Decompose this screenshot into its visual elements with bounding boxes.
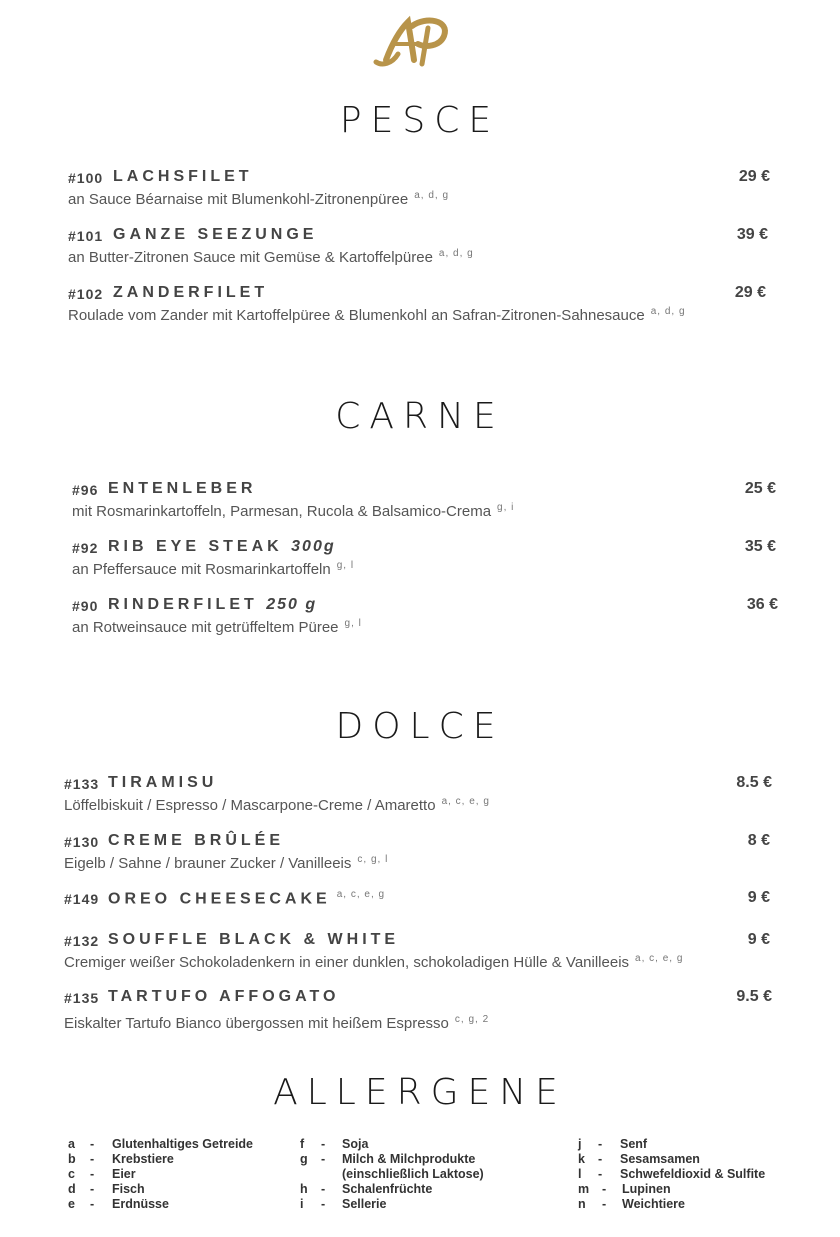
allergen-letter: i [300,1197,304,1211]
menu-item-149 [64,889,772,911]
allergen-list-column-1 [68,1137,278,1212]
allergen-letter: j [578,1137,582,1151]
allergen-dash: - [90,1182,95,1196]
allergen-row [68,1197,278,1212]
item-name: RIB EYE STEAK [108,538,283,555]
allergen-dash: - [602,1197,607,1211]
menu-item-101 [68,226,778,266]
allergen-letter: n [578,1197,586,1211]
menu-item-102 [68,284,778,324]
item-number: #102 [68,286,104,302]
allergen-dash: - [90,1167,95,1181]
allergen-row [68,1137,278,1152]
item-name: OREO CHEESECAKE [108,890,331,908]
item-number: #100 [68,170,104,186]
section-title-pesce: PESCE [339,100,501,141]
allergen-name: Eier [112,1167,136,1181]
menu-item-132 [64,931,772,971]
allergen-dash: - [321,1197,326,1211]
item-allergens: g, i [497,502,515,513]
section-title-carne: CARNE [335,396,505,437]
item-number: #149 [64,891,100,907]
item-number: #135 [64,990,100,1006]
item-description: mit Rosmarinkartoffeln, Parmesan, Rucola & Balsamico-Crema [72,503,492,520]
allergen-row [300,1152,540,1167]
allergen-name: Krebstiere [112,1152,174,1166]
section-title-dolce: DOLCE [335,706,505,747]
item-name: GANZE SEEZUNGE [113,226,318,243]
allergen-dash: - [90,1137,95,1151]
item-number: #96 [72,482,99,498]
item-price: 29 € [734,284,766,301]
allergen-row [300,1167,540,1182]
allergen-row [68,1182,278,1197]
allergen-row [68,1167,278,1182]
menu-item-96 [72,480,776,520]
item-description: Roulade vom Zander mit Kartoffelpüree & Blumenkohl an Safran-Zitronen-Sahnesauce [68,307,645,324]
item-description: Eigelb / Sahne / brauner Zucker / Vanilleeis [64,855,352,872]
menu-item-92 [72,538,776,578]
allergen-row [300,1137,540,1152]
item-description: an Butter-Zitronen Sauce mit Gemüse & Kartoffelpüree [68,249,433,266]
item-price: 9 € [747,931,770,948]
item-name: ZANDERFILET [113,284,269,301]
item-allergens: a, d, g [414,190,450,201]
allergen-name: Lupinen [622,1182,671,1196]
allergen-dash: - [321,1182,326,1196]
allergen-name: Schalenfrüchte [342,1182,433,1196]
allergen-name: Weichtiere [622,1197,685,1211]
item-name: TARTUFO AFFOGATO [108,988,340,1005]
allergen-row [578,1137,818,1152]
allergen-name: Fisch [112,1182,145,1196]
allergen-row [578,1152,818,1167]
item-number: #101 [68,228,104,244]
allergen-name: Soja [342,1137,369,1151]
allergen-dash: - [598,1152,603,1166]
allergen-letter: a [68,1137,75,1151]
item-number: #92 [72,540,99,556]
allergen-name: Senf [620,1137,648,1151]
item-number: #90 [72,598,99,614]
allergen-name: Schwefeldioxid & Sulfite [620,1167,766,1181]
allergen-dash: - [90,1152,95,1166]
item-allergens: c, g, l [357,854,389,865]
item-allergens: a, c, e, g [336,889,386,900]
allergen-row [300,1197,540,1212]
allergen-dash: - [598,1137,603,1151]
allergen-letter: f [300,1137,305,1151]
allergen-letter: l [578,1167,582,1181]
item-price: 35 € [744,538,776,555]
allergen-dash: - [90,1197,95,1211]
allergen-name: Glutenhaltiges Getreide [112,1137,254,1151]
item-name: SOUFFLE BLACK & WHITE [108,931,400,948]
allergen-row [578,1182,818,1197]
allergen-letter: m [578,1182,590,1196]
allergen-name: Milch & Milchprodukte [342,1152,476,1166]
allergen-dash: - [321,1152,326,1166]
allergen-name: Erdnüsse [112,1197,169,1211]
allergen-letter: h [300,1182,308,1196]
menu-item-100 [68,168,778,208]
item-number: #130 [64,834,100,850]
allergen-row [578,1167,818,1182]
item-price: 29 € [738,168,770,185]
item-price: 8.5 € [736,774,772,791]
item-allergens: a, c, e, g [441,796,490,807]
allergen-dash: - [598,1167,603,1181]
allergen-list-column-2 [300,1137,540,1212]
allergen-name: Sesamsamen [620,1152,700,1166]
ap-monogram-icon [368,14,452,70]
allergen-name: (einschließlich Laktose) [342,1167,484,1181]
section-title-allergene: ALLERGENE [273,1072,567,1113]
allergen-letter: c [68,1167,75,1181]
item-price: 25 € [744,480,776,497]
allergen-name: Sellerie [342,1197,387,1211]
item-allergens: a, c, e, g [635,953,684,964]
item-allergens: a, d, g [650,306,686,317]
allergen-list-column-3 [578,1137,818,1212]
item-name: ENTENLEBER [108,480,257,497]
allergen-letter: d [68,1182,76,1196]
item-price: 9.5 € [736,988,772,1005]
allergen-letter: k [578,1152,585,1166]
item-number: #132 [64,933,100,949]
item-price: 8 € [747,832,770,849]
item-description: an Rotweinsauce mit getrüffeltem Püree [72,619,339,636]
allergen-row [68,1152,278,1167]
item-allergens: g, l [344,618,362,629]
menu-item-135 [64,988,772,1032]
item-allergens: c, g, 2 [454,1014,490,1025]
item-name: CREME BRÛLÉE [108,832,285,849]
item-description: an Sauce Béarnaise mit Blumenkohl-Zitronenpüree [68,191,409,208]
menu-item-90 [72,596,778,636]
menu-item-130 [64,832,772,872]
item-description: Eiskalter Tartufo Bianco übergossen mit heißem Espresso [64,1015,449,1032]
item-description: Löffelbiskuit / Espresso / Mascarpone-Creme / Amaretto [64,797,436,814]
item-weight: 300g [291,538,336,555]
allergen-row [578,1197,818,1212]
allergen-dash: - [602,1182,607,1196]
item-price: 39 € [736,226,768,243]
restaurant-logo [368,14,452,70]
item-allergens: g, l [336,560,355,571]
item-description: an Pfeffersauce mit Rosmarinkartoffeln [72,561,331,578]
item-allergens: a, d, g [438,248,474,259]
item-name: RINDERFILET [108,596,258,613]
item-description: Cremiger weißer Schokoladenkern in einer dunklen, schokoladigen Hülle & Vanilleeis [64,954,630,971]
item-weight: 250 g [266,596,318,613]
allergen-letter: e [68,1197,75,1211]
allergen-row [300,1182,540,1197]
allergen-dash: - [321,1137,326,1151]
menu-item-133 [64,774,772,814]
item-name: LACHSFILET [113,168,253,185]
allergen-letter: b [68,1152,76,1166]
item-number: #133 [64,776,100,792]
allergen-letter: g [300,1152,308,1166]
item-name: TIRAMISU [108,774,218,791]
item-price: 36 € [746,596,778,613]
item-price: 9 € [747,889,770,906]
